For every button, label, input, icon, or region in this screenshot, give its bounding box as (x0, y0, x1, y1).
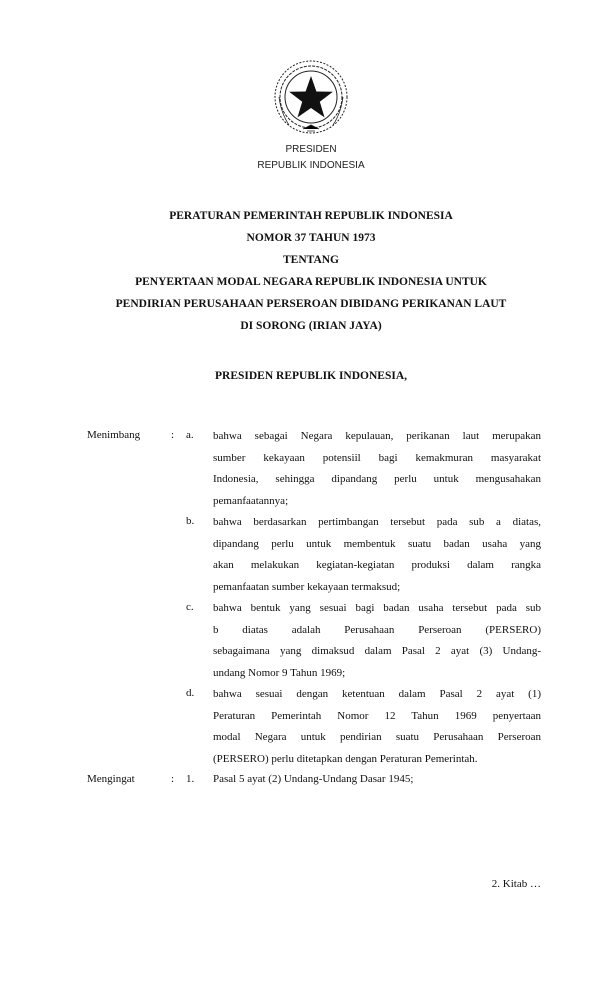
letterhead-republic: REPUBLIK INDONESIA (257, 160, 365, 171)
text-line: bahwa sesuai dengan ketentuan dalam Pasal 2 ayat (1) (213, 688, 541, 700)
mengingat-item-1: Pasal 5 ayat (2) Undang-Undang Dasar 1945; (213, 773, 414, 785)
menimbang-item-c (213, 598, 541, 684)
menimbang-label: Menimbang (87, 429, 141, 441)
text-line: undang Nomor 9 Tahun 1969; (213, 666, 346, 679)
letterhead-president: PRESIDEN (285, 144, 337, 155)
text-line: Peraturan Pemerintah Nomor 12 Tahun 1969 penyertaan (213, 709, 541, 722)
text-line: pemanfaatannya; (213, 494, 289, 507)
text-line: akan melakukan kegiatan-kegiatan produksi dalam rangka (213, 559, 541, 572)
title-line: TENTANG (282, 254, 340, 266)
text-line: (PERSERO) perlu ditetapkan dengan Peraturan Pemerintah. (213, 752, 478, 765)
menimbang-item-d (213, 684, 541, 770)
text-line: bahwa berdasarkan pertimbangan tersebut pada sub a diatas, (213, 516, 541, 528)
menimbang-item-b (213, 512, 541, 598)
text-line: b diatas adalah Perusahaan Perseroan (PERSERO) (213, 623, 541, 636)
regulation-title (0, 205, 612, 337)
item-marker: d. (186, 687, 195, 699)
menimbang-colon: : (171, 429, 175, 441)
preamble: PRESIDEN REPUBLIK INDONESIA, (214, 370, 408, 382)
text-line: pemanfaatan sumber kekayaan termaksud; (213, 580, 401, 593)
text-line: dipandang perlu untuk membentuk suatu badan usaha yang (213, 537, 541, 550)
title-line: PERATURAN PEMERINTAH REPUBLIK INDONESIA (169, 210, 453, 222)
title-line: PENYERTAAN MODAL NEGARA REPUBLIK INDONESIA UNTUK (135, 276, 487, 288)
item-marker: a. (186, 429, 194, 441)
page-continuation: 2. Kitab … (491, 878, 541, 890)
mengingat-label: Mengingat (87, 773, 135, 785)
title-line: PENDIRIAN PERUSAHAAN PERSEROAN DIBIDANG PERIKANAN LAUT (115, 298, 507, 310)
item-marker: b. (186, 515, 195, 527)
presidential-emblem-icon (271, 57, 351, 137)
text-line: sebagaimana yang dimaksud dalam Pasal 2 ayat (3) Undang- (213, 645, 541, 658)
menimbang-item-a (213, 426, 541, 512)
mengingat-colon: : (171, 773, 175, 785)
text-line: modal Negara untuk pendirian suatu Perusahaan Perseroan (213, 731, 541, 744)
item-marker: 1. (186, 773, 195, 785)
text-line: sumber kekayaan potensiil bagi kemakmuran masyarakat (213, 451, 541, 464)
title-line: DI SORONG (IRIAN JAYA) (240, 320, 382, 332)
title-line: NOMOR 37 TAHUN 1973 (246, 232, 376, 244)
item-marker: c. (186, 601, 194, 613)
text-line: bahwa bentuk yang sesuai bagi badan usaha tersebut pada sub (213, 602, 541, 614)
text-line: Indonesia, sehingga dipandang perlu untuk mengusahakan (213, 473, 541, 486)
text-line: bahwa sebagai Negara kepulauan, perikanan laut merupakan (213, 430, 541, 442)
